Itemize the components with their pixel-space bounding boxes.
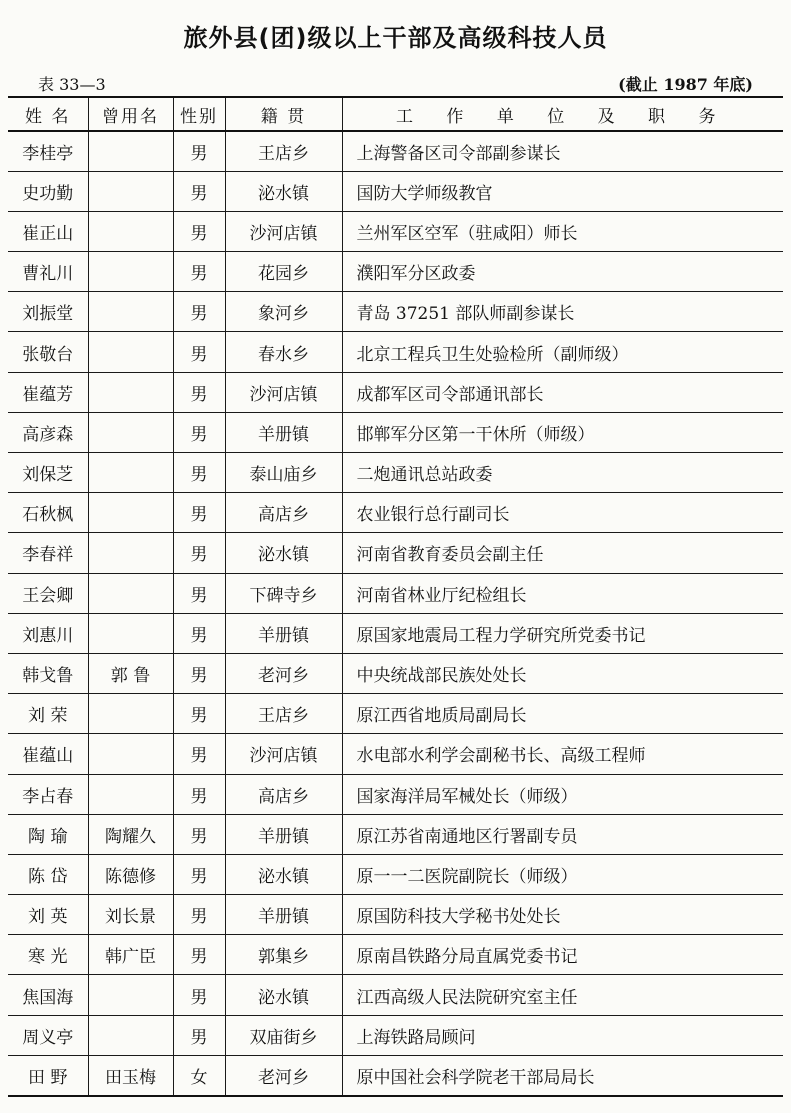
cell-alias	[88, 975, 173, 1015]
cell-name: 王会卿	[8, 573, 88, 613]
cell-duty: 二炮通讯总站政委	[356, 465, 493, 486]
cell-duty: 中央统战部民族处处长	[356, 666, 527, 687]
cell-origin: 羊册镇	[225, 814, 342, 854]
table-row	[8, 372, 783, 412]
cell-gender: 男	[173, 493, 225, 533]
cell-duty: 河南省教育委员会副主任	[356, 545, 544, 566]
cadre-table	[8, 96, 783, 1097]
cell-gender: 男	[173, 734, 225, 774]
table-row	[8, 814, 783, 854]
cell-alias	[88, 372, 173, 412]
cell-alias	[88, 573, 173, 613]
cell-name: 陈 岱	[8, 854, 88, 894]
cell-origin: 泌水镇	[225, 854, 342, 894]
cell-name: 刘惠川	[8, 613, 88, 653]
cell-origin: 郭集乡	[225, 935, 342, 975]
cell-name: 刘振堂	[8, 292, 88, 332]
table-row	[8, 734, 783, 774]
table-row	[8, 854, 783, 894]
cell-origin: 王店乡	[225, 694, 342, 734]
cell-duty: 国家海洋局军械处长（师级）	[356, 786, 578, 807]
cell-origin: 羊册镇	[225, 613, 342, 653]
cell-duty: 国防大学师级教官	[356, 183, 493, 204]
cell-origin: 老河乡	[225, 1055, 342, 1095]
cell-origin: 春水乡	[225, 332, 342, 372]
cell-alias	[88, 292, 173, 332]
cell-gender: 男	[173, 211, 225, 251]
cell-origin: 高店乡	[225, 493, 342, 533]
table-row	[8, 1015, 783, 1055]
table-body	[8, 131, 783, 1096]
cell-origin: 象河乡	[225, 292, 342, 332]
cell-duty: 青岛 37251 部队师副参谋长	[356, 304, 575, 325]
table-row	[8, 935, 783, 975]
cell-name: 周义亭	[8, 1015, 88, 1055]
cell-name: 崔蕴山	[8, 734, 88, 774]
cell-origin: 羊册镇	[225, 895, 342, 935]
cell-origin: 下碑寺乡	[225, 573, 342, 613]
cell-gender: 男	[173, 573, 225, 613]
table-row	[8, 412, 783, 452]
cell-duty: 上海警备区司令部副参谋长	[356, 143, 561, 164]
table-row	[8, 252, 783, 292]
cell-duty: 北京工程兵卫生处验检所（副师级）	[356, 344, 629, 365]
cell-origin: 泌水镇	[225, 171, 342, 211]
cell-gender: 男	[173, 1015, 225, 1055]
cell-alias	[88, 453, 173, 493]
cell-origin: 双庙街乡	[225, 1015, 342, 1055]
cell-origin: 泌水镇	[225, 533, 342, 573]
cell-gender: 男	[173, 935, 225, 975]
cell-name: 李占春	[8, 774, 88, 814]
cutoff-note: (截止 1987 年底)	[618, 75, 753, 94]
cell-alias	[88, 211, 173, 251]
cell-alias	[88, 412, 173, 452]
cell-name: 韩戈鲁	[8, 653, 88, 693]
cell-name: 李春祥	[8, 533, 88, 573]
table-row	[8, 131, 783, 171]
table-row	[8, 332, 783, 372]
cell-gender: 女	[173, 1055, 225, 1095]
cell-duty: 原中国社会科学院老干部局局长	[356, 1067, 595, 1088]
cell-alias: 郭 鲁	[88, 653, 173, 693]
cell-alias: 陈德修	[88, 854, 173, 894]
cell-gender: 男	[173, 292, 225, 332]
table-row	[8, 774, 783, 814]
cell-alias	[88, 252, 173, 292]
cell-alias	[88, 694, 173, 734]
cell-name: 崔正山	[8, 211, 88, 251]
table-row	[8, 694, 783, 734]
cell-duty: 上海铁路局顾问	[356, 1027, 476, 1048]
cell-name: 石秋枫	[8, 493, 88, 533]
cell-name: 刘 英	[8, 895, 88, 935]
cell-alias: 刘长景	[88, 895, 173, 935]
cell-name: 高彦森	[8, 412, 88, 452]
cell-duty: 濮阳军分区政委	[356, 264, 476, 285]
header-alias: 曾用名	[88, 97, 173, 131]
table-row	[8, 975, 783, 1015]
cell-alias	[88, 493, 173, 533]
cell-name: 史功勤	[8, 171, 88, 211]
cell-duty: 原江西省地质局副局长	[356, 706, 527, 727]
cell-origin: 沙河店镇	[225, 372, 342, 412]
cell-duty: 邯郸军分区第一干休所（师级）	[356, 424, 595, 445]
cell-name: 寒 光	[8, 935, 88, 975]
cell-alias	[88, 613, 173, 653]
table-row	[8, 533, 783, 573]
header-origin: 籍 贯	[225, 97, 342, 131]
cell-alias	[88, 774, 173, 814]
cell-alias: 田玉梅	[88, 1055, 173, 1095]
cell-alias	[88, 1015, 173, 1055]
table-row	[8, 493, 783, 533]
cell-name: 张敬台	[8, 332, 88, 372]
cell-duty: 河南省林业厅纪检组长	[356, 585, 527, 606]
cell-name: 陶 瑜	[8, 814, 88, 854]
cell-gender: 男	[173, 613, 225, 653]
cell-gender: 男	[173, 131, 225, 171]
cell-duty: 原一一二医院副院长（师级）	[356, 866, 578, 887]
cell-duty: 原江苏省南通地区行署副专员	[356, 826, 578, 847]
page-title: 旅外县(团)级以上干部及高级科技人员	[183, 24, 608, 52]
cell-name: 刘保芝	[8, 453, 88, 493]
table-row	[8, 1055, 783, 1095]
cell-gender: 男	[173, 774, 225, 814]
cell-origin: 羊册镇	[225, 412, 342, 452]
table-row	[8, 292, 783, 332]
cell-origin: 老河乡	[225, 653, 342, 693]
table-row	[8, 171, 783, 211]
table-header-row	[8, 97, 783, 131]
cell-alias	[88, 131, 173, 171]
cell-name: 焦国海	[8, 975, 88, 1015]
cell-origin: 泰山庙乡	[225, 453, 342, 493]
cell-name: 崔蕴芳	[8, 372, 88, 412]
cell-duty: 原国防科技大学秘书处处长	[356, 907, 561, 928]
cell-gender: 男	[173, 895, 225, 935]
cell-origin: 沙河店镇	[225, 211, 342, 251]
table-row	[8, 573, 783, 613]
cell-gender: 男	[173, 252, 225, 292]
cell-gender: 男	[173, 453, 225, 493]
cell-alias	[88, 734, 173, 774]
header-name: 姓 名	[8, 97, 88, 131]
cell-origin: 花园乡	[225, 252, 342, 292]
cell-gender: 男	[173, 694, 225, 734]
cell-name: 刘 荣	[8, 694, 88, 734]
cell-duty: 兰州军区空军（驻咸阳）师长	[356, 223, 578, 244]
cell-alias: 陶耀久	[88, 814, 173, 854]
cell-gender: 男	[173, 814, 225, 854]
cell-duty: 水电部水利学会副秘书长、高级工程师	[356, 746, 646, 767]
cell-origin: 王店乡	[225, 131, 342, 171]
cell-alias	[88, 171, 173, 211]
cell-name: 田 野	[8, 1055, 88, 1095]
cell-gender: 男	[173, 412, 225, 452]
cell-gender: 男	[173, 975, 225, 1015]
cell-alias	[88, 332, 173, 372]
table-row	[8, 211, 783, 251]
cell-gender: 男	[173, 372, 225, 412]
table-row	[8, 653, 783, 693]
cell-gender: 男	[173, 533, 225, 573]
cell-gender: 男	[173, 332, 225, 372]
table-row	[8, 613, 783, 653]
cell-duty: 原国家地震局工程力学研究所党委书记	[356, 625, 646, 646]
cell-origin: 泌水镇	[225, 975, 342, 1015]
cell-alias: 韩广臣	[88, 935, 173, 975]
cell-origin: 沙河店镇	[225, 734, 342, 774]
table-row	[8, 895, 783, 935]
cell-alias	[88, 533, 173, 573]
cell-gender: 男	[173, 171, 225, 211]
table-number: 表 33—3	[38, 75, 106, 94]
cell-gender: 男	[173, 854, 225, 894]
cell-duty: 江西高级人民法院研究室主任	[356, 987, 578, 1008]
cell-name: 李桂亭	[8, 131, 88, 171]
cell-gender: 男	[173, 653, 225, 693]
header-duty: 工 作 单 位 及 职 务	[396, 106, 730, 127]
table-row	[8, 453, 783, 493]
cell-duty: 原南昌铁路分局直属党委书记	[356, 947, 578, 968]
cell-duty: 农业银行总行副司长	[356, 505, 510, 526]
cell-origin: 高店乡	[225, 774, 342, 814]
cell-name: 曹礼川	[8, 252, 88, 292]
cell-duty: 成都军区司令部通讯部长	[356, 384, 544, 405]
header-gender: 性别	[173, 97, 225, 131]
